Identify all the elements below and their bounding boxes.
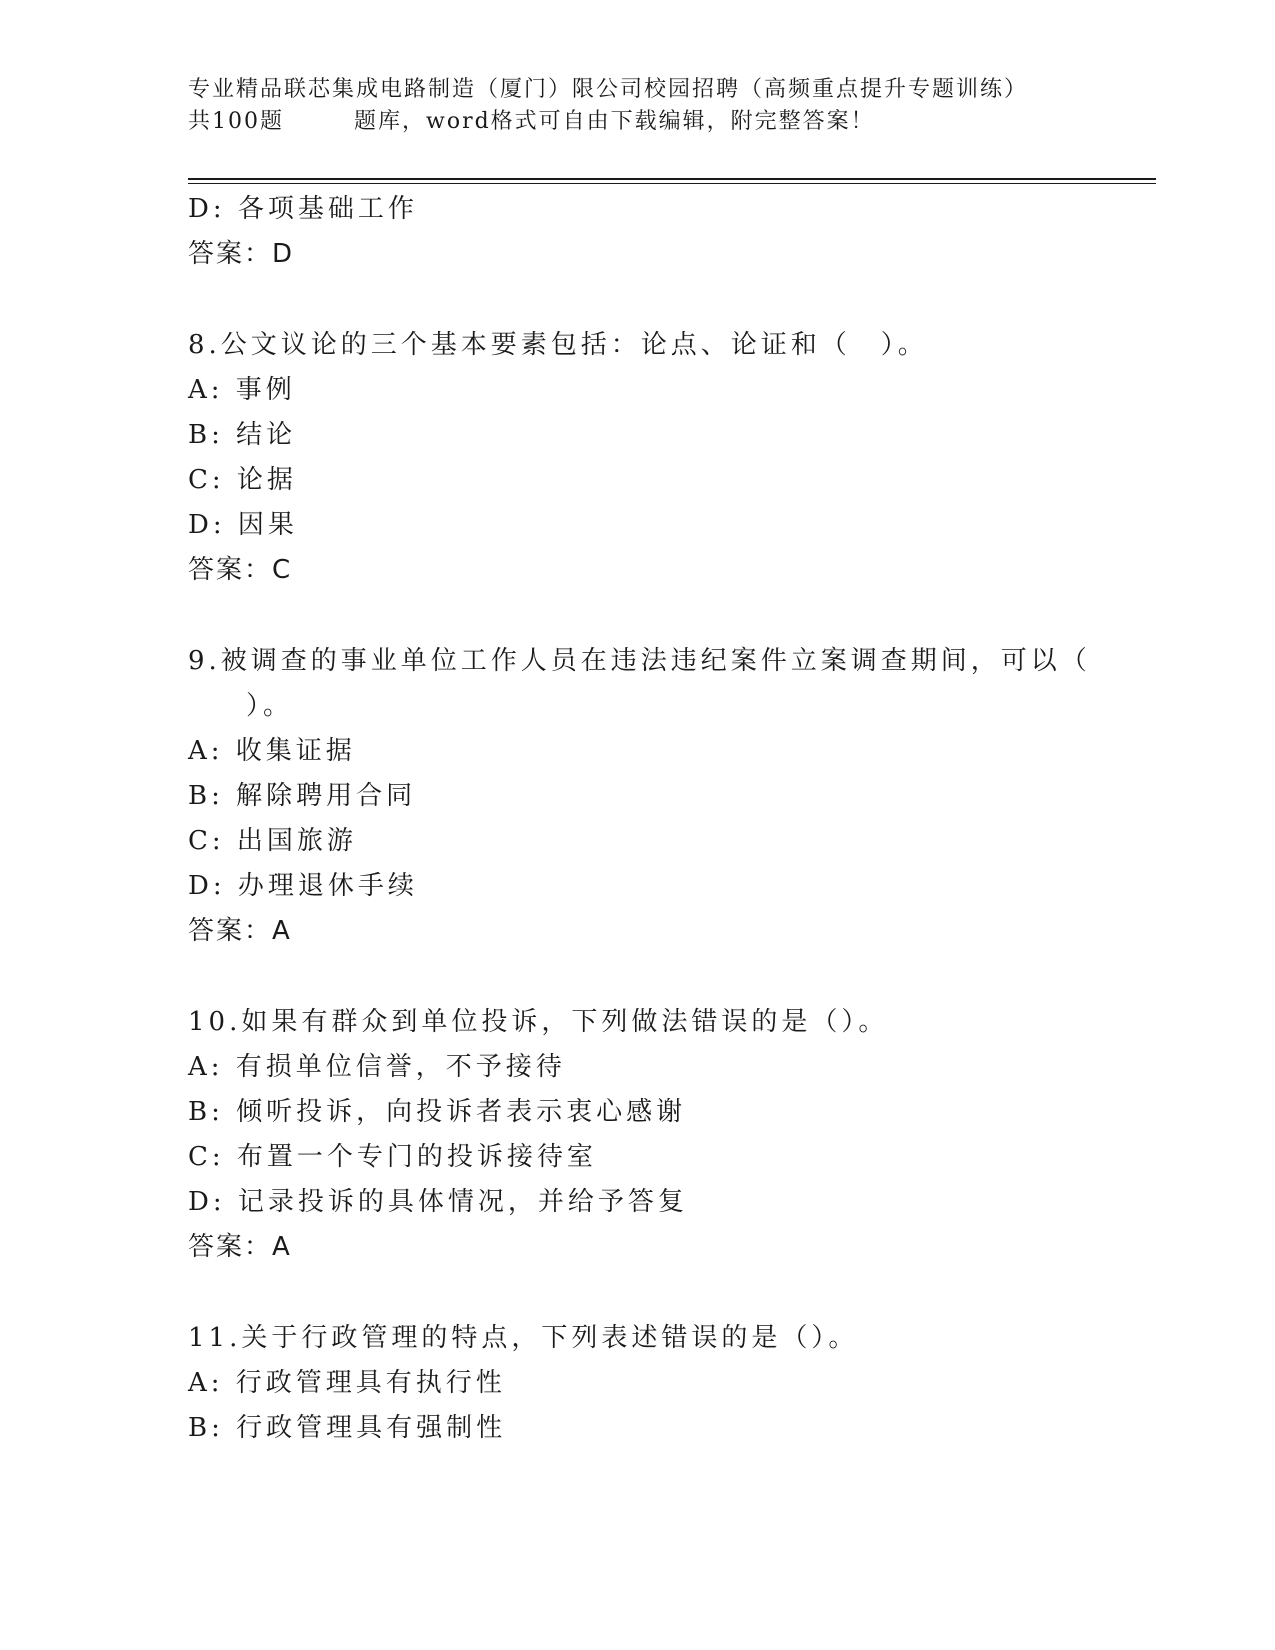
q9-question-continued: ）。 [246, 691, 294, 721]
q8-question: 8.公文议论的三个基本要素包括：论点、论证和（ ）。 [188, 330, 928, 360]
q10-question: 10.如果有群众到单位投诉，下列做法错误的是（）。 [188, 1007, 889, 1037]
q10-option-d: D: 记录投诉的具体情况，并给予答复 [188, 1187, 688, 1217]
q11-question: 11.关于行政管理的特点，下列表述错误的是（）。 [188, 1323, 859, 1353]
q10-option-c: C: 布置一个专门的投诉接待室 [188, 1142, 597, 1172]
q11-option-b: B: 行政管理具有强制性 [188, 1413, 507, 1443]
q9-option-c: C: 出国旅游 [188, 826, 357, 856]
q9-option-d: D: 办理退休手续 [188, 871, 418, 901]
q10-option-b: B: 倾听投诉，向投诉者表示衷心感谢 [188, 1097, 687, 1127]
header-divider-thin [188, 183, 1156, 184]
q10-option-a: A: 有损单位信誉，不予接待 [188, 1052, 566, 1082]
q9-option-a: A: 收集证据 [188, 736, 356, 766]
q8-option-d: D: 因果 [188, 510, 298, 540]
q9-answer: 答案：A [188, 916, 292, 946]
q7-answer: 答案：D [188, 239, 295, 269]
q10-answer: 答案：A [188, 1232, 292, 1262]
q8-option-b: B: 结论 [188, 420, 297, 450]
q7-option-d: D: 各项基础工作 [188, 194, 418, 224]
q8-answer: 答案：C [188, 555, 293, 585]
header-title: 专业精品联芯集成电路制造（厦门）限公司校园招聘（高频重点提升专题训练） [188, 77, 1029, 102]
q9-question: 9.被调查的事业单位工作人员在违法违纪案件立案调查期间，可以（ [188, 646, 1091, 676]
document-header [188, 74, 1088, 138]
header-divider-thick [188, 178, 1156, 180]
q9-option-b: B: 解除聘用合同 [188, 781, 417, 811]
header-question-count: 共100题 [188, 109, 284, 134]
q8-option-a: A: 事例 [188, 375, 296, 405]
header-subtitle [188, 106, 1088, 138]
q8-option-c: C: 论据 [188, 465, 297, 495]
q11-option-a: A: 行政管理具有执行性 [188, 1368, 506, 1398]
header-description: 题库，word格式可自由下载编辑，附完整答案！ [354, 109, 875, 134]
